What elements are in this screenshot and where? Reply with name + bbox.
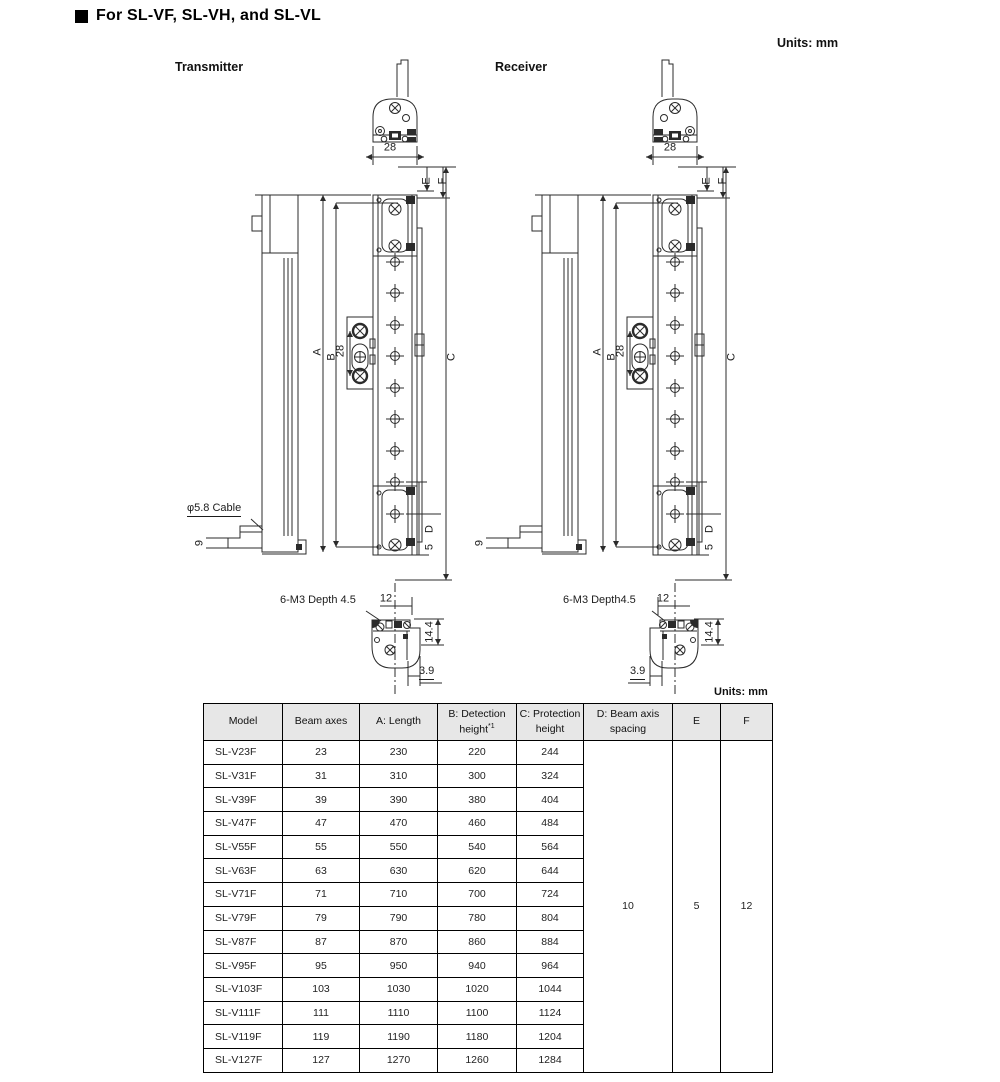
cell-beam: 71 (283, 883, 360, 907)
t-dim-c: C (445, 353, 458, 361)
cell-b: 940 (438, 954, 517, 978)
cell-beam: 79 (283, 906, 360, 930)
cell-b: 380 (438, 788, 517, 812)
r-dim-b: B (605, 353, 618, 361)
col-header-beam-axes: Beam axes (283, 704, 360, 741)
t-dim-a: A (311, 348, 324, 356)
cell-c: 1204 (517, 1025, 584, 1049)
cell-model: SL-V71F (204, 883, 283, 907)
t-dim-6m3: 6-M3 Depth 4.5 (280, 594, 356, 606)
t-cable-label: φ5.8 Cable (187, 503, 241, 517)
cell-a: 950 (360, 954, 438, 978)
cell-b: 460 (438, 812, 517, 836)
cell-b: 220 (438, 741, 517, 765)
t-dim-39: 3.9 (419, 666, 434, 680)
col-header-a-length: A: Length (360, 704, 438, 741)
cell-b: 300 (438, 764, 517, 788)
r-dim-a: A (591, 348, 604, 356)
cell-a: 790 (360, 906, 438, 930)
cell-model: SL-V55F (204, 835, 283, 859)
t-dim-12: 12 (379, 592, 393, 605)
cell-a: 1190 (360, 1025, 438, 1049)
cell-b: 700 (438, 883, 517, 907)
cell-b: 1180 (438, 1025, 517, 1049)
table-header-row (204, 704, 773, 741)
cell-c: 1284 (517, 1048, 584, 1072)
cell-b: 1260 (438, 1048, 517, 1072)
cell-model: SL-V87F (204, 930, 283, 954)
cell-c: 244 (517, 741, 584, 765)
cell-a: 1270 (360, 1048, 438, 1072)
cell-b: 1100 (438, 1001, 517, 1025)
cell-c: 804 (517, 906, 584, 930)
cell-merged-e: 5 (673, 741, 721, 1073)
table-row (204, 741, 773, 765)
r-dim-f: F (716, 177, 729, 185)
cell-b: 780 (438, 906, 517, 930)
cell-b: 860 (438, 930, 517, 954)
cell-a: 1110 (360, 1001, 438, 1025)
dimension-table (203, 703, 773, 1073)
cell-model: SL-V63F (204, 859, 283, 883)
col-header-e: E (673, 704, 721, 741)
r-dim-e: E (700, 177, 713, 185)
units-label-table: Units: mm (714, 686, 768, 698)
cell-b: 620 (438, 859, 517, 883)
cell-c: 484 (517, 812, 584, 836)
r-dim-39: 3.9 (630, 666, 645, 680)
cell-model: SL-V31F (204, 764, 283, 788)
cell-beam: 47 (283, 812, 360, 836)
cell-c: 1044 (517, 977, 584, 1001)
cell-beam: 95 (283, 954, 360, 978)
cell-model: SL-V103F (204, 977, 283, 1001)
receiver-label: Receiver (495, 60, 548, 74)
cell-merged-f: 12 (721, 741, 773, 1073)
t-dim-f: F (436, 177, 449, 185)
r-dim-144: 14.4 (703, 621, 716, 643)
cell-beam: 55 (283, 835, 360, 859)
t-dim-d: D (423, 525, 436, 533)
col-header-model: Model (204, 704, 283, 741)
cell-beam: 127 (283, 1048, 360, 1072)
t-dim-144: 14.4 (423, 621, 436, 643)
t-dim-5: 5 (423, 543, 436, 551)
cell-beam: 87 (283, 930, 360, 954)
r-dim-c: C (725, 353, 738, 361)
cell-c: 884 (517, 930, 584, 954)
cell-a: 470 (360, 812, 438, 836)
cell-c: 644 (517, 859, 584, 883)
cell-a: 230 (360, 741, 438, 765)
cell-a: 710 (360, 883, 438, 907)
cell-model: SL-V79F (204, 906, 283, 930)
t-dim-e: E (420, 177, 433, 185)
r-dim-28-bracket: 28 (614, 344, 627, 358)
cell-model: SL-V119F (204, 1025, 283, 1049)
r-dim-d: D (703, 525, 716, 533)
cell-c: 724 (517, 883, 584, 907)
t-dim-28-top: 28 (383, 141, 397, 154)
cell-a: 310 (360, 764, 438, 788)
table-body (204, 741, 773, 1073)
cell-a: 390 (360, 788, 438, 812)
col-header-d-spacing: D: Beam axis spacing (584, 704, 673, 741)
r-dim-12: 12 (656, 592, 670, 605)
cell-b: 1020 (438, 977, 517, 1001)
cell-a: 870 (360, 930, 438, 954)
units-label-top: Units: mm (777, 36, 839, 50)
cell-model: SL-V95F (204, 954, 283, 978)
col-header-c-protection: C: Protection height (517, 704, 584, 741)
cell-beam: 119 (283, 1025, 360, 1049)
cell-c: 1124 (517, 1001, 584, 1025)
cell-model: SL-V47F (204, 812, 283, 836)
cell-beam: 39 (283, 788, 360, 812)
cell-c: 324 (517, 764, 584, 788)
cell-a: 630 (360, 859, 438, 883)
r-dim-9: 9 (473, 539, 486, 547)
col-header-b-detection: B: Detection height$^{*1}$ (438, 704, 517, 741)
cell-beam: 23 (283, 741, 360, 765)
cell-a: 1030 (360, 977, 438, 1001)
transmitter-label: Transmitter (175, 60, 244, 74)
r-dim-6m3: 6-M3 Depth4.5 (563, 594, 636, 606)
t-dim-b: B (325, 353, 338, 361)
cell-model: SL-V23F (204, 741, 283, 765)
cell-c: 404 (517, 788, 584, 812)
page-title: For SL-VF, SL-VH, and SL-VL (96, 7, 321, 24)
r-dim-28-top: 28 (663, 141, 677, 154)
r-dim-5: 5 (703, 543, 716, 551)
cell-beam: 103 (283, 977, 360, 1001)
cell-model: SL-V39F (204, 788, 283, 812)
cell-beam: 31 (283, 764, 360, 788)
cell-model: SL-V111F (204, 1001, 283, 1025)
cell-a: 550 (360, 835, 438, 859)
cell-c: 964 (517, 954, 584, 978)
t-dim-28-bracket: 28 (334, 344, 347, 358)
cell-beam: 63 (283, 859, 360, 883)
t-dim-9: 9 (193, 539, 206, 547)
cell-model: SL-V127F (204, 1048, 283, 1072)
cell-beam: 111 (283, 1001, 360, 1025)
cell-merged-d: 10 (584, 741, 673, 1073)
cell-c: 564 (517, 835, 584, 859)
col-header-f: F (721, 704, 773, 741)
cell-b: 540 (438, 835, 517, 859)
